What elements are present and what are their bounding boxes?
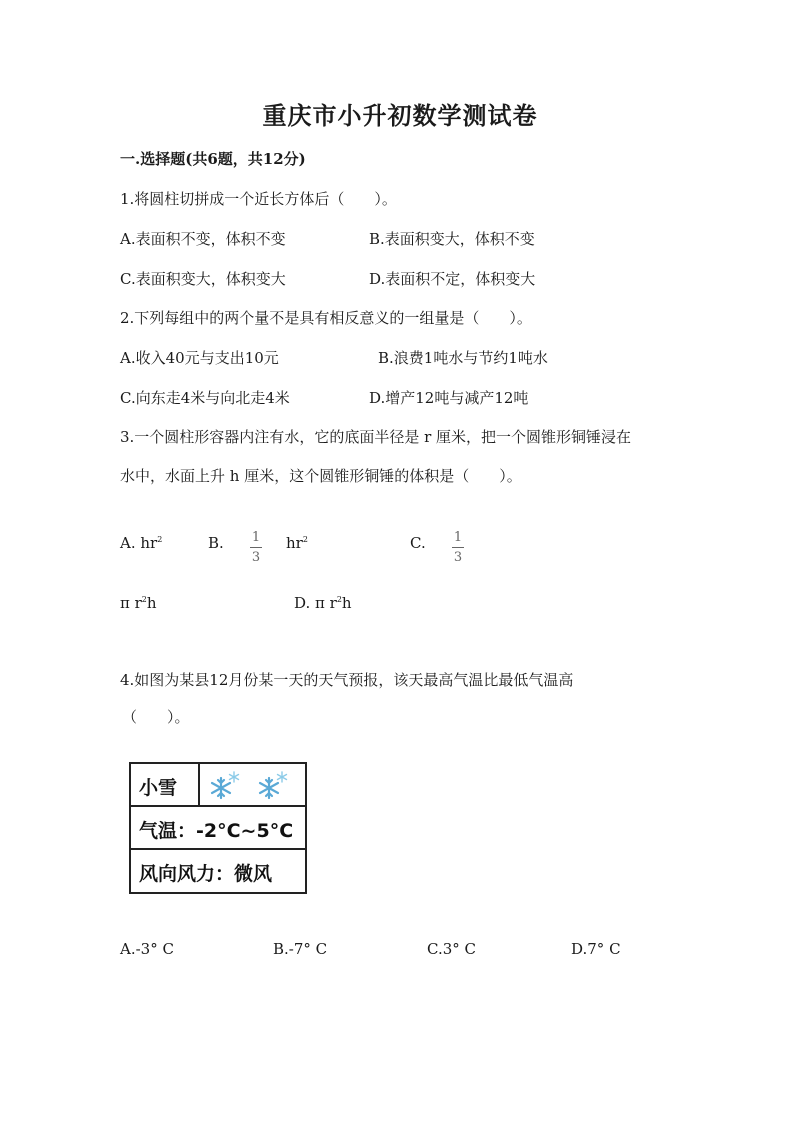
question-4-text-line1: 4.如图为某县12月份某一天的天气预报，该天最高气温比最低气温高 [120,671,574,689]
exponent: 2 [157,535,163,544]
question-4-option-b: B.-7° C [273,940,328,958]
option-a-text: A. hr [120,534,158,552]
question-2-option-a: A.收入40元与支出10元 [120,349,279,367]
fraction-denominator: 3 [251,550,261,565]
question-4-text-line2: （ ）。 [122,708,190,726]
weather-row-wind [131,850,305,893]
snowflake-icon [207,770,241,802]
question-1-option-a: A.表面积不变，体积不变 [120,230,286,248]
weather-forecast-card [129,762,307,894]
question-1-option-c: C.表面积变大，体积变大 [120,270,286,288]
option-b-text: hr [286,534,303,552]
weather-row-condition [131,764,305,807]
option-d-tail: h [341,594,352,612]
weather-condition: 小雪 [139,777,178,799]
question-3-option-d [294,594,352,612]
question-3-option-c-continuation [120,594,157,612]
fraction-bar [452,547,464,548]
weather-wind: 风向风力：微风 [139,863,273,885]
fraction-numerator: 1 [251,530,261,545]
section-heading: 一.选择题(共6题，共12分) [120,150,306,168]
question-2-text: 2.下列每组中的两个量不是具有相反意义的一组量是（ ）。 [120,309,532,327]
question-3-option-b-tail [286,534,308,552]
question-1-option-b: B.表面积变大，体积不变 [369,230,535,248]
fraction-bar [250,547,262,548]
page-title: 重庆市小升初数学测试卷 [262,101,538,130]
exponent: 2 [141,595,147,604]
weather-row-temperature [131,807,305,850]
question-3-option-a [120,534,162,552]
option-d-text: D. π r [294,594,337,612]
question-3-option-b-label: B. [208,534,224,552]
fraction-one-third [250,526,262,564]
option-c-text: π r [120,594,142,612]
fraction-numerator: 1 [453,530,463,545]
question-4-option-d: D.7° C [571,940,621,958]
question-3-text-line2: 水中，水面上升 h 厘米，这个圆锥形铜锤的体积是（ ）。 [120,467,522,485]
divider [198,764,200,805]
option-c-tail: h [146,594,157,612]
fraction-one-third [452,526,464,564]
question-4-option-c: C.3° C [427,940,476,958]
question-2-option-c: C.向东走4米与向北走4米 [120,389,290,407]
question-2-option-b: B.浪费1吨水与节约1吨水 [378,349,548,367]
question-2-option-d: D.增产12吨与减产12吨 [369,389,529,407]
question-3-option-c-label: C. [410,534,426,552]
question-1-text: 1.将圆柱切拼成一个近长方体后（ ）。 [120,190,397,208]
fraction-denominator: 3 [453,550,463,565]
weather-temperature: 气温：-2°C~5°C [139,820,294,842]
exponent: 2 [302,535,308,544]
question-3-text-line1: 3.一个圆柱形容器内注有水，它的底面半径是 r 厘米，把一个圆锥形铜锤浸在 [120,428,632,446]
snowflake-icon [255,770,289,802]
question-1-option-d: D.表面积不定，体积变大 [369,270,536,288]
exponent: 2 [336,595,342,604]
question-4-option-a: A.-3° C [120,940,174,958]
